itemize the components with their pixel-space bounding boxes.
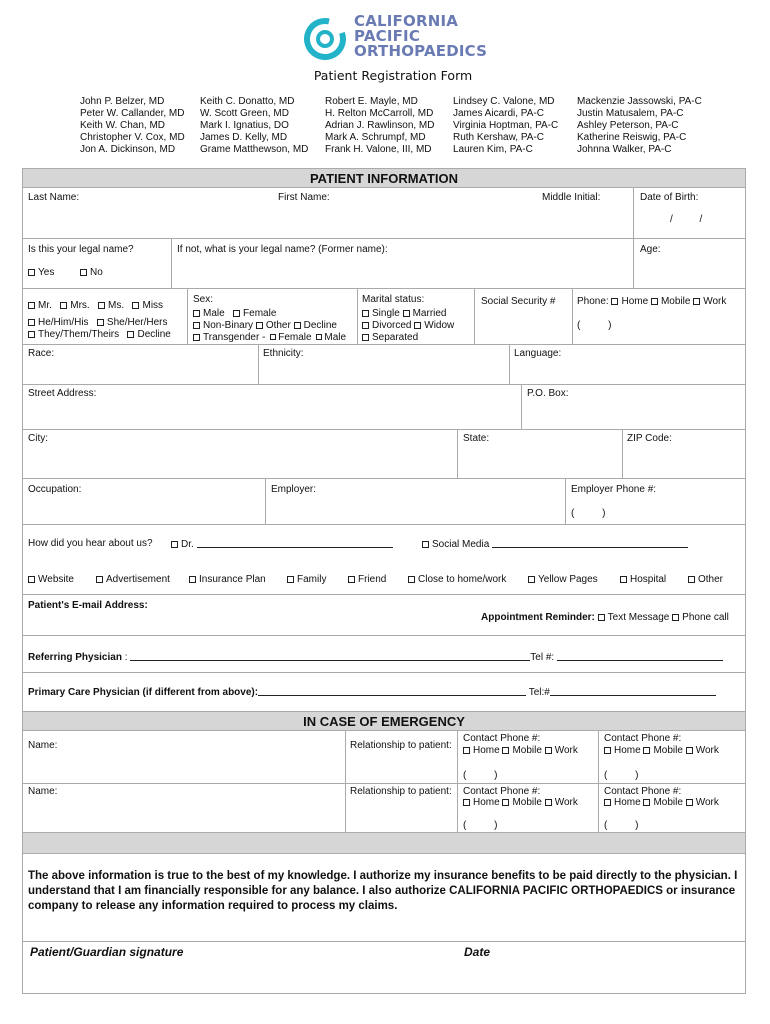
- signature-label: Patient/Guardian signature: [30, 945, 184, 959]
- checkbox-icon[interactable]: [28, 269, 35, 276]
- sex-nonbinary[interactable]: Non-Binary: [193, 320, 253, 331]
- source-hospital[interactable]: Hospital: [620, 574, 666, 585]
- checkbox-icon[interactable]: [127, 331, 134, 338]
- contact-phone-field-1b[interactable]: ( ): [604, 770, 639, 781]
- language-label: Language:: [514, 348, 562, 359]
- sex-other[interactable]: Other: [256, 320, 291, 331]
- referring-tel-line[interactable]: [557, 651, 723, 661]
- checkbox-icon[interactable]: [362, 322, 369, 329]
- source-yellow-pages[interactable]: Yellow Pages: [528, 574, 598, 585]
- checkbox-icon[interactable]: [672, 614, 679, 621]
- pronoun-decline[interactable]: Decline: [127, 329, 170, 340]
- reminder-text[interactable]: Text Message: [598, 612, 670, 623]
- marital-options-2: [362, 320, 454, 331]
- city-label: City:: [28, 433, 48, 444]
- source-close[interactable]: Close to home/work: [408, 574, 506, 585]
- divider: [565, 478, 566, 524]
- emergency-name-label-2: Name:: [28, 786, 58, 797]
- checkbox-icon[interactable]: [643, 799, 650, 806]
- social-line[interactable]: [492, 538, 688, 548]
- contact-options-1a: Home Mobile Work: [463, 745, 578, 756]
- checkbox-icon[interactable]: [60, 302, 67, 309]
- checkbox-icon[interactable]: [28, 576, 35, 583]
- divider: [22, 635, 746, 636]
- pronoun-they[interactable]: They/Them/Theirs: [28, 329, 119, 340]
- sex-label: Sex:: [193, 294, 214, 305]
- divider: [22, 594, 746, 595]
- marital-married[interactable]: Married: [403, 308, 447, 319]
- primary-tel-line[interactable]: [550, 686, 716, 696]
- divider: [345, 731, 346, 832]
- divider: [22, 783, 746, 784]
- doctor-column-2: Keith C. Donatto, MD W. Scott Green, MD Mark I. Ignatius, DO James D. Kelly, MD Grame Matthewson, MD: [200, 96, 309, 155]
- primary-care-row: Primary Care Physician (if different from above): Tel:#: [28, 686, 716, 698]
- checkbox-icon[interactable]: [294, 322, 301, 329]
- phone-options: Phone: Home Mobile Work: [577, 296, 727, 307]
- doctor-column-3: Robert E. Mayle, MD H. Relton McCarroll, MD Adrian J. Rawlinson, MD Mark A. Schrumpf, MD Frank H. Valone, III, MD: [325, 96, 435, 155]
- checkbox-icon[interactable]: [414, 322, 421, 329]
- relationship-label-1: Relationship to patient:: [350, 740, 452, 751]
- reminder-options: Appointment Reminder: Text Message Phone call: [481, 612, 729, 623]
- source-website[interactable]: Website: [28, 574, 74, 585]
- divider: [622, 429, 623, 478]
- zip-label: ZIP Code:: [627, 433, 672, 444]
- checkbox-icon[interactable]: [463, 747, 470, 754]
- ethnicity-label: Ethnicity:: [263, 348, 304, 359]
- contact-phone-field-2b[interactable]: ( ): [604, 820, 639, 831]
- source-insurance[interactable]: Insurance Plan: [189, 574, 266, 585]
- date-label: Date: [464, 945, 491, 959]
- ssn-label: Social Security #: [481, 296, 556, 307]
- divider: [171, 238, 172, 288]
- checkbox-icon[interactable]: [193, 322, 200, 329]
- checkbox-icon[interactable]: [193, 310, 200, 317]
- sex-options-2: [193, 320, 337, 331]
- divider: [22, 478, 746, 479]
- divider: [457, 731, 458, 832]
- divider: [521, 384, 522, 429]
- checkbox-icon[interactable]: [693, 298, 700, 305]
- checkbox-icon[interactable]: [686, 747, 693, 754]
- doctor-column-5: Mackenzie Jassowski, PA-C Justin Matusalem, PA-C Ashley Peterson, PA-C Katherine Reiswig, PA-C Johnna Walker, PA-C: [577, 96, 702, 155]
- contact-phone-label-2b: Contact Phone #:: [604, 786, 682, 797]
- sex-male[interactable]: Male: [193, 308, 225, 319]
- race-label: Race:: [28, 348, 55, 359]
- source-family[interactable]: Family: [287, 574, 326, 585]
- divider: [22, 672, 746, 673]
- checkbox-icon[interactable]: [193, 334, 200, 341]
- title-ms[interactable]: Ms.: [98, 300, 124, 311]
- middle-initial-label: Middle Initial:: [542, 192, 601, 203]
- dob-field[interactable]: / /: [670, 214, 703, 225]
- title-mrs[interactable]: Mrs.: [60, 300, 89, 311]
- contact-options-2b: Home Mobile Work: [604, 797, 719, 808]
- checkbox-icon[interactable]: [598, 614, 605, 621]
- referring-physician-row: Referring Physician : Tel #:: [28, 651, 723, 663]
- checkbox-icon[interactable]: [348, 576, 355, 583]
- divider: [22, 524, 746, 525]
- legal-yes-option[interactable]: Yes: [28, 267, 54, 278]
- legal-name-question: Is this your legal name?: [28, 244, 134, 255]
- source-advertisement[interactable]: Advertisement: [96, 574, 170, 585]
- divider: [457, 429, 458, 478]
- pronoun-options-1: [28, 317, 167, 328]
- checkbox-icon[interactable]: [528, 576, 535, 583]
- contact-phone-field-1a[interactable]: ( ): [463, 770, 498, 781]
- marital-options-1: [362, 308, 447, 319]
- divider: [22, 344, 746, 345]
- divider: [187, 288, 188, 344]
- referring-line[interactable]: [130, 651, 530, 661]
- checkbox-icon[interactable]: [463, 799, 470, 806]
- pronoun-he[interactable]: He/Him/His: [28, 317, 89, 328]
- pronoun-options-2: [28, 329, 171, 340]
- employer-phone-field[interactable]: ( ): [571, 508, 606, 519]
- former-name-label: If not, what is your legal name? (Former name):: [177, 244, 388, 255]
- checkbox-icon[interactable]: [316, 334, 322, 340]
- source-other[interactable]: Other: [688, 574, 723, 585]
- last-name-label: Last Name:: [28, 192, 80, 203]
- divider: [474, 288, 475, 344]
- checkbox-icon[interactable]: [620, 576, 627, 583]
- title-miss[interactable]: Miss: [132, 300, 163, 311]
- source-friend[interactable]: Friend: [348, 574, 386, 585]
- checkbox-icon[interactable]: [408, 576, 415, 583]
- contact-phone-field-2a[interactable]: ( ): [463, 820, 498, 831]
- divider: [598, 731, 599, 832]
- checkbox-icon[interactable]: [80, 269, 87, 276]
- doctor-column-1: John P. Belzer, MD Peter W. Callander, MD Keith W. Chan, MD Christopher V. Cox, MD Jon A. Dickinson, MD: [80, 96, 185, 155]
- contact-phone-label-2a: Contact Phone #:: [463, 786, 541, 797]
- page-title: Patient Registration Form: [313, 68, 473, 83]
- marital-divorced[interactable]: Divorced: [362, 320, 411, 331]
- phone-mobile[interactable]: Mobile: [651, 296, 690, 307]
- checkbox-icon[interactable]: [643, 747, 650, 754]
- logo-mark-icon: [302, 16, 348, 62]
- legal-no-option[interactable]: No: [80, 267, 103, 278]
- occupation-label: Occupation:: [28, 484, 82, 495]
- doctor-column-4: Lindsey C. Valone, MD James Aicardi, PA-C Virginia Hoptman, PA-C Ruth Kershaw, PA-C Lauren Kim, PA-C: [453, 96, 559, 155]
- divider: [265, 478, 266, 524]
- section-header-patient: PATIENT INFORMATION: [22, 168, 746, 188]
- relationship-label-2: Relationship to patient:: [350, 786, 452, 797]
- checkbox-icon[interactable]: [189, 576, 196, 583]
- checkbox-icon[interactable]: [171, 541, 178, 548]
- divider: [633, 188, 634, 238]
- checkbox-icon[interactable]: [270, 334, 276, 340]
- hear-social-option[interactable]: Social Media: [422, 538, 688, 550]
- logo-text: CALIFORNIA PACIFIC ORTHOPAEDICS: [354, 12, 488, 60]
- checkbox-icon[interactable]: [132, 302, 139, 309]
- employer-label: Employer:: [271, 484, 317, 495]
- divider: [22, 384, 746, 385]
- marital-separated[interactable]: Separated: [362, 332, 418, 343]
- title-options: [28, 300, 163, 311]
- title-mr[interactable]: Mr.: [28, 300, 52, 311]
- pronoun-she[interactable]: She/Her/Hers: [97, 317, 168, 328]
- section-header-emergency: IN CASE OF EMERGENCY: [22, 711, 746, 731]
- checkbox-icon[interactable]: [28, 331, 35, 338]
- divider: [509, 344, 510, 384]
- checkbox-icon[interactable]: [502, 747, 509, 754]
- email-label: Patient's E-mail Address:: [28, 600, 148, 611]
- checkbox-icon[interactable]: [28, 302, 35, 309]
- marital-label: Marital status:: [362, 294, 425, 305]
- checkbox-icon[interactable]: [545, 799, 552, 806]
- divider: [22, 288, 746, 289]
- contact-phone-label-1a: Contact Phone #:: [463, 733, 541, 744]
- checkbox-icon[interactable]: [604, 747, 611, 754]
- certification-text: The above information is true to the best of my knowledge. I authorize my insurance benefits to be paid directly to the physician. I understand that I am financially responsible for any balance. I also authorize CALIFORNIA PACIFIC ORTHOPAEDICS or insurance company to release any information required to process my claims.: [28, 870, 738, 912]
- hear-dr-option[interactable]: Dr.: [171, 538, 393, 550]
- checkbox-icon[interactable]: [545, 747, 552, 754]
- primary-line[interactable]: [258, 686, 526, 696]
- dob-label: Date of Birth:: [640, 192, 699, 203]
- phone-field[interactable]: ( ): [577, 320, 612, 331]
- sex-female[interactable]: Female: [233, 308, 276, 319]
- divider: [572, 288, 573, 344]
- dr-name-line[interactable]: [197, 538, 393, 548]
- phone-home[interactable]: Home: [611, 296, 648, 307]
- sex-options-3: Transgender - Female Male: [193, 332, 346, 343]
- divider: [633, 238, 634, 288]
- age-label: Age:: [640, 244, 661, 255]
- phone-work[interactable]: Work: [693, 296, 726, 307]
- checkbox-icon[interactable]: [97, 319, 104, 326]
- pobox-label: P.O. Box:: [527, 388, 569, 399]
- checkbox-icon[interactable]: [686, 799, 693, 806]
- sex-decline[interactable]: Decline: [294, 320, 337, 331]
- divider: [357, 288, 358, 344]
- contact-phone-label-1b: Contact Phone #:: [604, 733, 682, 744]
- checkbox-icon[interactable]: [502, 799, 509, 806]
- checkbox-icon[interactable]: [362, 310, 369, 317]
- checkbox-icon[interactable]: [233, 310, 240, 317]
- state-label: State:: [463, 433, 490, 444]
- checkbox-icon[interactable]: [422, 541, 429, 548]
- sex-options-1: [193, 308, 276, 319]
- marital-single[interactable]: Single: [362, 308, 400, 319]
- first-name-label: First Name:: [278, 192, 330, 203]
- hear-about-label: How did you hear about us?: [28, 538, 153, 549]
- checkbox-icon[interactable]: [96, 576, 103, 583]
- divider: [22, 238, 746, 239]
- checkbox-icon[interactable]: [256, 322, 263, 329]
- contact-options-2a: Home Mobile Work: [463, 797, 578, 808]
- divider: [22, 429, 746, 430]
- contact-options-1b: Home Mobile Work: [604, 745, 719, 756]
- logo: [300, 14, 500, 64]
- checkbox-icon[interactable]: [98, 302, 105, 309]
- reminder-phone[interactable]: Phone call: [672, 612, 729, 623]
- checkbox-icon[interactable]: [362, 334, 369, 341]
- checkbox-icon[interactable]: [403, 310, 410, 317]
- employer-phone-label: Employer Phone #:: [571, 484, 657, 495]
- divider: [22, 941, 746, 942]
- checkbox-icon[interactable]: [651, 298, 658, 305]
- section-separator: [22, 832, 746, 854]
- checkbox-icon[interactable]: [611, 298, 618, 305]
- checkbox-icon[interactable]: [287, 576, 294, 583]
- divider: [258, 344, 259, 384]
- checkbox-icon[interactable]: [604, 799, 611, 806]
- checkbox-icon[interactable]: [28, 319, 35, 326]
- street-label: Street Address:: [28, 388, 97, 399]
- checkbox-icon[interactable]: [688, 576, 695, 583]
- emergency-name-label-1: Name:: [28, 740, 58, 751]
- marital-widow[interactable]: Widow: [414, 320, 454, 331]
